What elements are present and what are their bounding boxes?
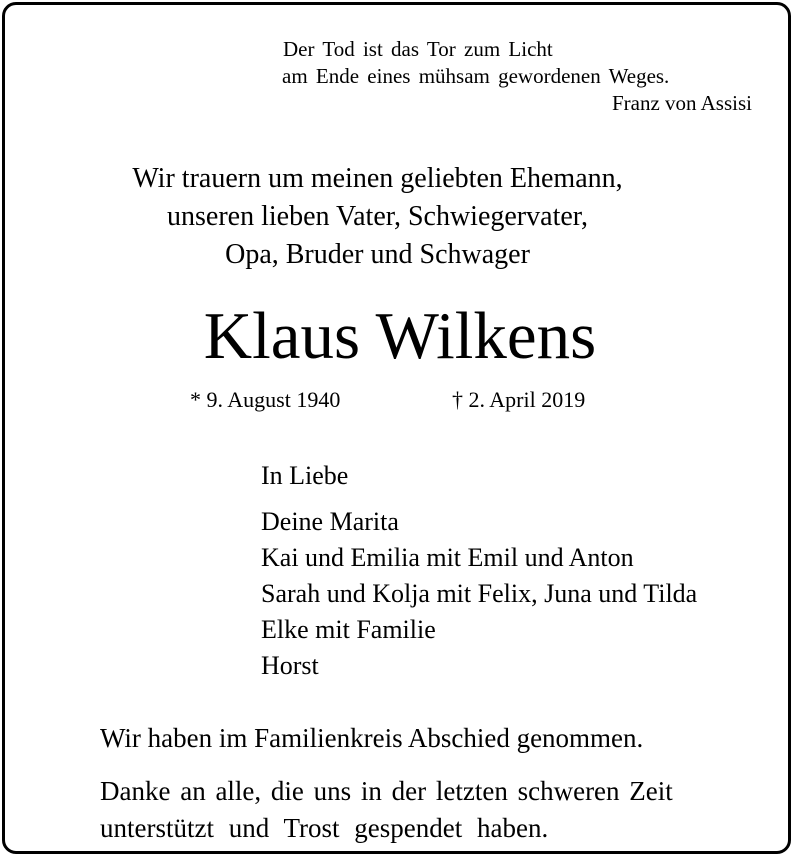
mourning-line: unseren lieben Vater, Schwiegervater, [167,201,588,232]
thanks-line: unterstützt und Trost gespendet haben. [100,813,549,843]
family-member: Elke mit Familie [261,615,436,644]
epigraph-line: Der Tod ist das Tor zum Licht [283,37,553,61]
mourning-line: Opa, Bruder und Schwager [225,239,530,270]
thanks-note [100,773,673,847]
thanks-line: Danke an alle, die uns in der letzten schweren Zeit [100,776,673,806]
family-member: Kai und Emilia mit Emil und Anton [261,543,634,572]
epigraph-author: Franz von Assisi [611,91,752,115]
epigraph-line: am Ende eines mühsam gewordenen Weges. [282,64,670,88]
farewell-note: Wir haben im Familienkreis Abschied genommen. [100,723,644,753]
family-signatures [261,458,697,684]
spacer [261,494,697,504]
family-member: Sarah und Kolja mit Felix, Juna und Tilda [261,579,698,608]
mourning-line: Wir trauern um meinen geliebten Ehemann, [132,163,623,194]
family-member: Deine Marita [261,507,399,536]
death-date: † 2. April 2019 [452,387,586,412]
family-member: Horst [261,651,319,680]
birth-date: * 9. August 1940 [190,387,341,412]
epigraph [282,36,752,117]
family-intro: In Liebe [261,461,349,490]
mourning-statement [0,160,800,274]
deceased-name: Klaus Wilkens [203,299,597,373]
